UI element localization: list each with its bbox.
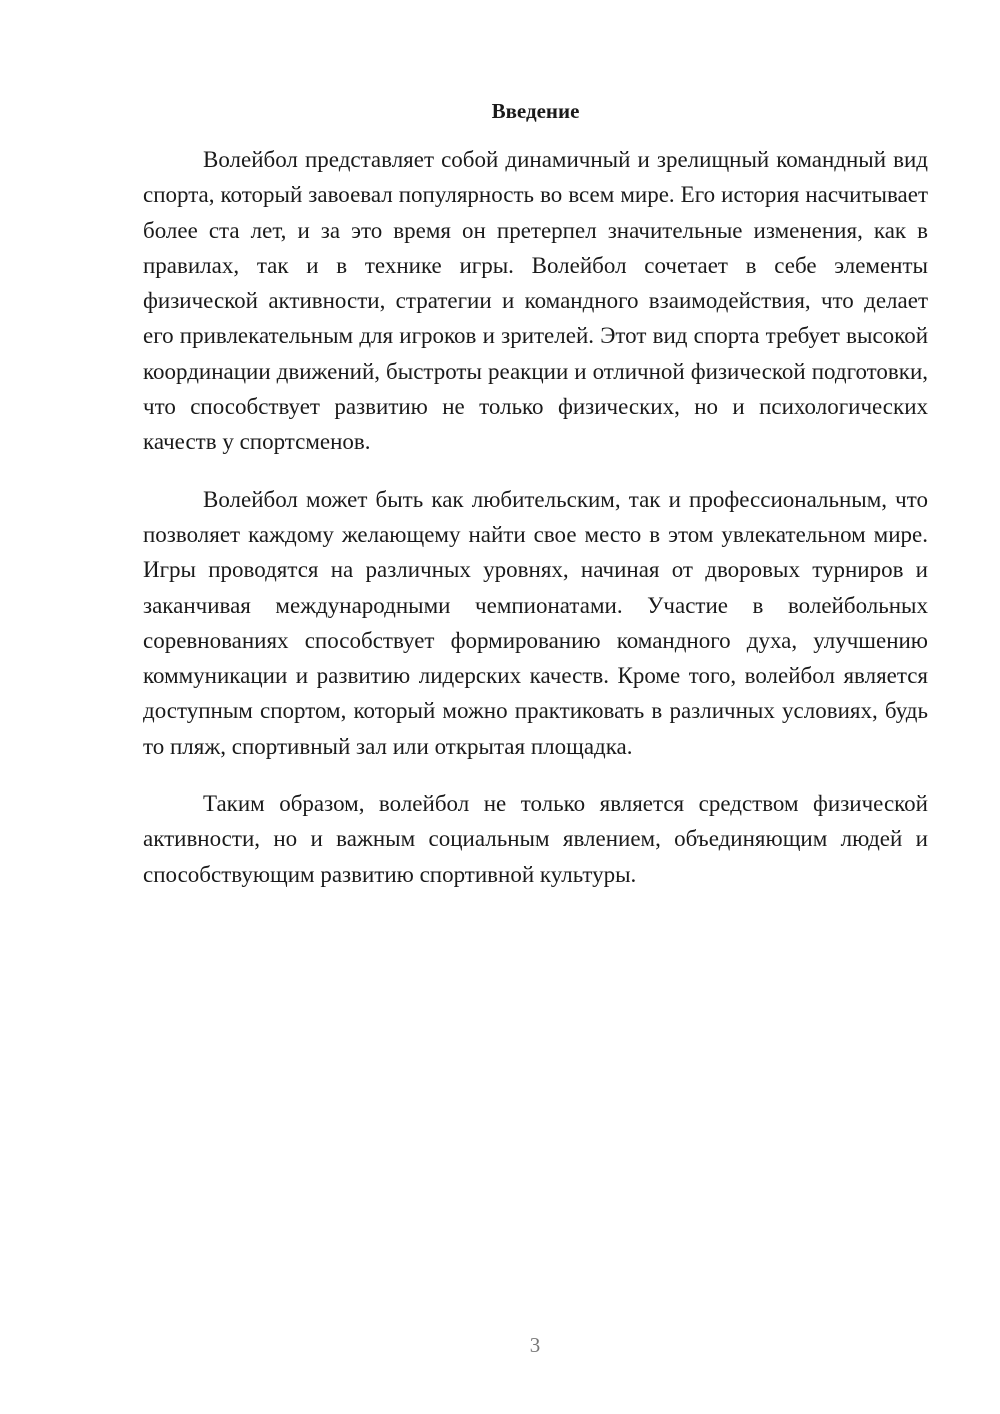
paragraph-1: Волейбол представляет собой динамичный и зрелищный командный вид спорта, который завоевал популярность во всем мире. Его история насчитывает более ста лет, и за это время он претерпел значительные изменения, как в правилах, так и в технике игры. Волейбол сочетает в себе элементы физической активности, стратегии и командного взаимодействия, что делает его привлекательным для игроков и зрителей. Этот вид спорта требует высокой координации движений, быстроты реакции и отличной физической подготовки, что способствует развитию не только физических, но и психологических качеств у спортсменов. — [143, 147, 928, 455]
paragraph-2: Волейбол может быть как любительским, так и профессиональным, что позволяет каждому желающему найти свое место в этом увлекательном мире. Игры проводятся на различных уровнях, начиная от дворовых турниров и заканчивая международными чемпионатами. Участие в волейбольных соревнованиях способствует формированию командного духа, улучшению коммуникации и развитию лидерских качеств. Кроме того, волейбол является доступным спортом, который можно практиковать в различных условиях, будь то пляж, спортивный зал или открытая площадка. — [143, 486, 928, 759]
page-title: Введение — [491, 99, 580, 123]
document-body — [143, 142, 928, 892]
paragraph-3: Таким образом, волейбол не только является средством физической активности, но и важным социальным явлением, объединяющим людей и способствующим развитию спортивной культуры. — [143, 791, 928, 887]
page-number: 3 — [529, 1333, 541, 1357]
